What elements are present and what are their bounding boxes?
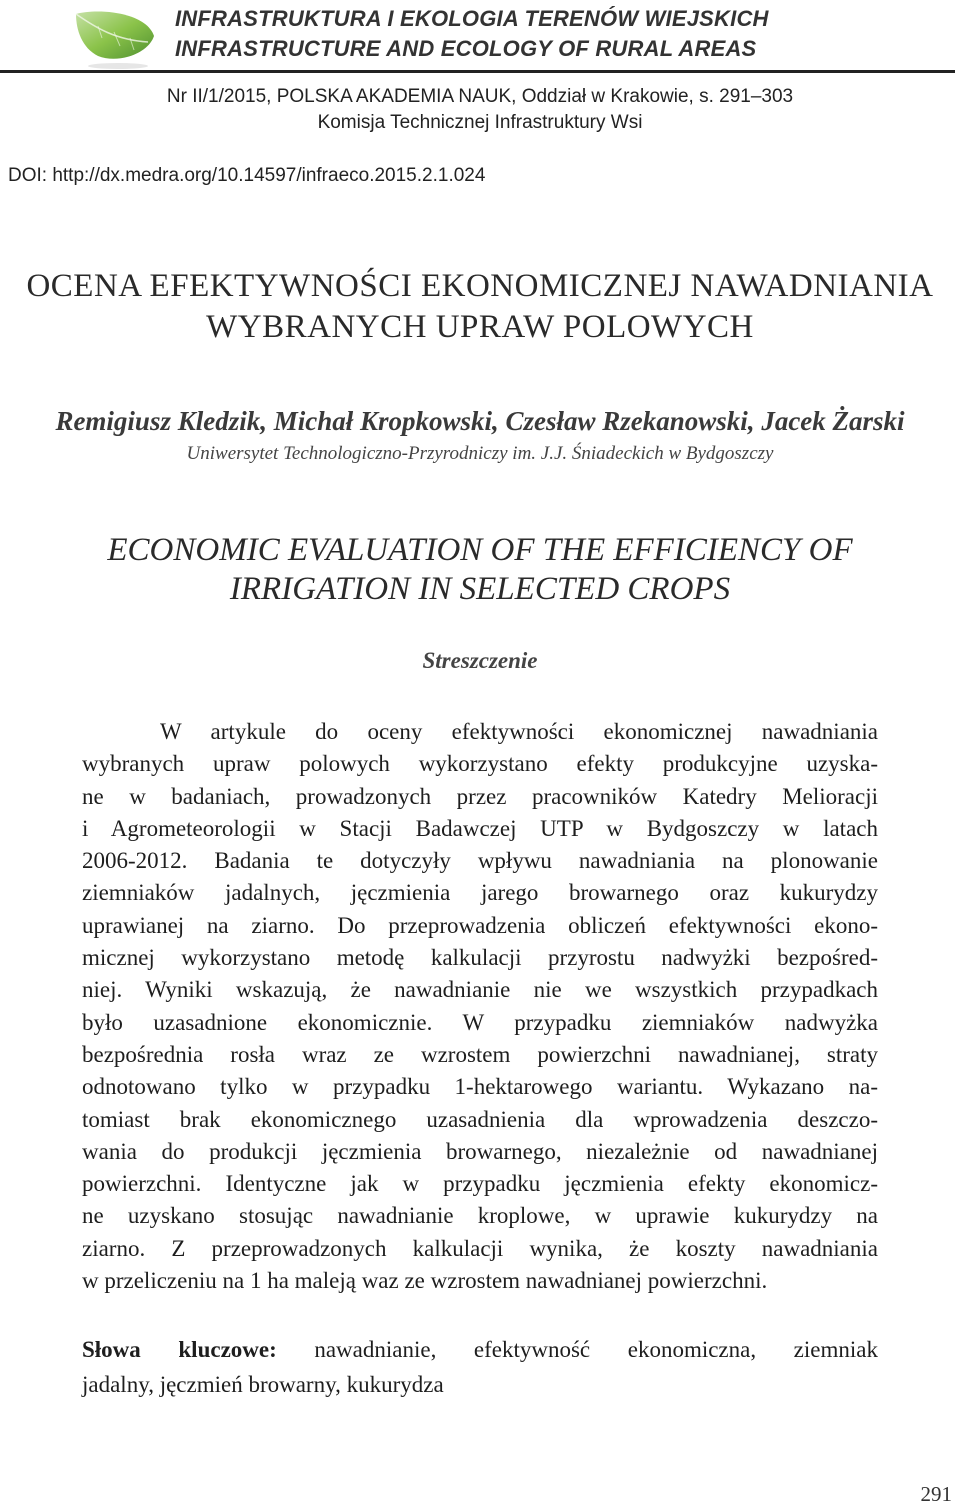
abstract-heading: Streszczenie: [422, 648, 538, 673]
abstract-line: odnotowano tylko w przypadku 1-hektarowego wariantu. Wykazano na-: [82, 1074, 878, 1100]
doi-link[interactable]: DOI: http://dx.medra.org/10.14597/infraeco.2015.2.1.024: [8, 165, 486, 186]
abstract-line: powierzchni. Identyczne jak w przypadku jęczmienia efekty ekonomicz-: [82, 1171, 878, 1197]
abstract-line: tomiast brak ekonomicznego uzasadnienia dla wprowadzenia deszczo-: [82, 1106, 878, 1132]
journal-title-en: INFRASTRUCTURE AND ECOLOGY OF RURAL AREAS: [175, 36, 757, 61]
abstract-line: micznej wykorzystano metodę kalkulacji przyrostu nadwyżki bezpośred-: [82, 945, 878, 971]
paper-title-en-line-2: IRRIGATION IN SELECTED CROPS: [229, 571, 731, 607]
abstract-line: ziemniaków jadalnych, jęczmienia jarego browarnego oraz kukurydzy: [82, 880, 878, 906]
authors: Remigiusz Kledzik, Michał Kropkowski, Czesław Rzekanowski, Jacek Żarski: [55, 406, 905, 436]
abstract-line: uprawianej na ziarno. Do przeprowadzenia obliczeń efektywności ekono-: [82, 912, 878, 938]
keywords-line-2: jadalny, jęczmień browarny, kukurydza: [82, 1372, 444, 1397]
abstract-line: w przeliczeniu na 1 ha maleją waz ze wzrostem nawadnianej powierzchni.: [82, 1268, 768, 1294]
affiliation: Uniwersytet Technologiczno-Przyrodniczy im. J.J. Śniadeckich w Bydgoszczy: [186, 443, 774, 464]
abstract-line: ziarno. Z przeprowadzonych kalkulacji wynika, że koszty nawadniania: [82, 1235, 878, 1261]
header-rule: [0, 70, 955, 73]
paper-title-pl-line-2: WYBRANYCH UPRAW POLOWYCH: [206, 309, 754, 345]
issue-line: Nr II/1/2015, POLSKA AKADEMIA NAUK, Oddział w Krakowie, s. 291–303: [166, 86, 794, 107]
committee-line: Komisja Technicznej Infrastruktury Wsi: [317, 112, 643, 133]
abstract-line: bezpośrednia rosła wraz ze wzrostem powierzchni nawadnianej, straty: [82, 1041, 878, 1067]
journal-title-pl: INFRASTRUKTURA I EKOLOGIA TERENÓW WIEJSKICH: [175, 6, 769, 31]
keywords-text-1: nawadnianie, efektywność ekonomiczna, ziemniak: [276, 1337, 878, 1362]
paper-title-pl-line-1: OCENA EFEKTYWNOŚCI EKONOMICZNEJ NAWADNIANIA: [26, 268, 934, 304]
keywords: [82, 1332, 878, 1402]
abstract-line: niej. Wyniki wskazują, że nawadnianie nie we wszystkich przypadkach: [82, 977, 878, 1003]
abstract-line: i Agrometeorologii w Stacji Badawczej UTP w Bydgoszczy w latach: [82, 815, 878, 841]
abstract-line: W artykule do oceny efektywności ekonomicznej nawadniania: [160, 719, 878, 744]
paper-title-en-line-1: ECONOMIC EVALUATION OF THE EFFICIENCY OF: [107, 532, 853, 568]
abstract-line: ne w badaniach, prowadzonych przez pracowników Katedry Melioracji: [82, 783, 878, 809]
abstract-line: ne uzyskano stosując nawadnianie kroplowe, w uprawie kukurydzy na: [82, 1203, 878, 1229]
keywords-label: Słowa kluczowe:: [82, 1337, 277, 1362]
page-number: 291: [920, 1482, 952, 1506]
abstract-body: [82, 716, 878, 1297]
abstract-line: było uzasadnione ekonomicznie. W przypadku ziemniaków nadwyżka: [82, 1009, 878, 1035]
abstract-line: wybranych upraw polowych wykorzystano efekty produkcyjne uzyska-: [82, 751, 878, 777]
abstract-line: 2006-2012. Badania te dotyczyły wpływu nawadniania na plonowanie: [82, 848, 878, 874]
abstract-line: wania do produkcji jęczmienia browarnego, niezależnie od nawadnianej: [82, 1138, 878, 1164]
leaf-icon: [68, 6, 160, 70]
keywords-line-1: [82, 1332, 878, 1367]
